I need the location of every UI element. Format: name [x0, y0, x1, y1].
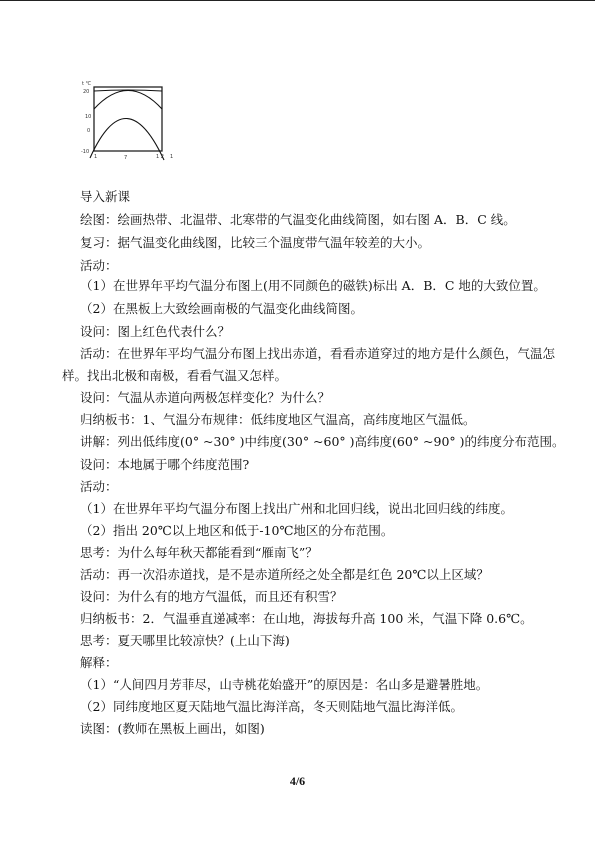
text-line: 活动：	[80, 479, 118, 494]
text-line: 设问：本地属于哪个纬度范围?	[80, 457, 250, 472]
text-line: 思考：为什么每年秋天都能看到“雁南飞”？	[80, 545, 318, 560]
text-line: 设问：图上红色代表什么？	[80, 324, 231, 339]
figure-xlabel: 1	[94, 154, 98, 160]
text-line: 复习：据气温变化曲线图，比较三个温度带气温年较差的大小。	[80, 235, 431, 250]
text-line: （2）指出 20℃以上地区和低于-10℃地区的分布范围。	[80, 523, 394, 538]
text-line: （1）“人间四月芳菲尽，山寺桃花始盛开”的原因是：名山多是避暑胜地。	[80, 677, 489, 692]
curve-c	[90, 118, 164, 160]
page-top-rule	[0, 0, 595, 1]
text-line: 思考：夏天哪里比较凉快？(上山下海)	[80, 633, 290, 648]
text-line: 设问：气温从赤道向两极怎样变化？为什么？	[80, 390, 331, 405]
curve-b	[94, 91, 162, 110]
figure-ylabel: t ℃	[82, 81, 92, 87]
text-line: 绘图：绘画热带、北温带、北寒带的气温变化曲线简图，如右图 A．B．C 线。	[80, 212, 516, 227]
text-line: （2）在黑板上大致绘画南极的气温变化曲线简图。	[80, 301, 363, 316]
figure-tick: 20	[83, 89, 90, 95]
figure-tick: 10	[85, 114, 92, 120]
text-line: 解释：	[80, 655, 118, 670]
text-line: 活动：在世界年平均气温分布图上找出赤道，看看赤道穿过的地方是什么颜色，气温怎	[80, 346, 556, 361]
text-line: 读图：(教师在黑板上画出，如图)	[80, 721, 265, 736]
figure-xlabel: 1 2	[156, 154, 164, 160]
section-heading: 导入新课	[80, 189, 131, 204]
text-line: 活动：再一次沿赤道找，是不是赤道所经之处全都是红色 20℃以上区域？	[80, 567, 489, 582]
text-line: （1）在世界年平均气温分布图上(用不同颜色的磁铁)标出 A．B．C 地的大致位置。	[80, 278, 546, 293]
temperature-curve-figure	[80, 78, 180, 170]
text-line: 样。找出北极和南极，看看气温又怎样。	[62, 368, 288, 383]
text-line: （1）在世界年平均气温分布图上找出广州和北回归线，说出北回归线的纬度。	[80, 501, 513, 516]
text-line: 归纳板书：2．气温垂直递减率：在山地，海拔每升高 100 米，气温下降 0.6℃。	[80, 611, 533, 626]
text-line: 讲解：列出低纬度(0° ~30° )中纬度(30° ~60° )高纬度(60° ~90° )的纬度分布范围。	[80, 434, 565, 449]
text-line: 设问：为什么有的地方气温低，而且还有积雪？	[80, 589, 343, 604]
text-line: 归纳板书：1、气温分布规律：低纬度地区气温高，高纬度地区气温低。	[80, 412, 476, 427]
text-line: （2）同纬度地区夏天陆地气温比海洋高，冬天则陆地气温比海洋低。	[80, 699, 463, 714]
figure-xlabel: 1	[170, 154, 174, 160]
figure-tick: 0	[87, 128, 91, 134]
text-line: 活动：	[80, 258, 118, 273]
figure-xlabel: 7	[124, 155, 128, 161]
page-number: 4/6	[289, 774, 306, 788]
figure-tick: -10	[81, 149, 90, 155]
